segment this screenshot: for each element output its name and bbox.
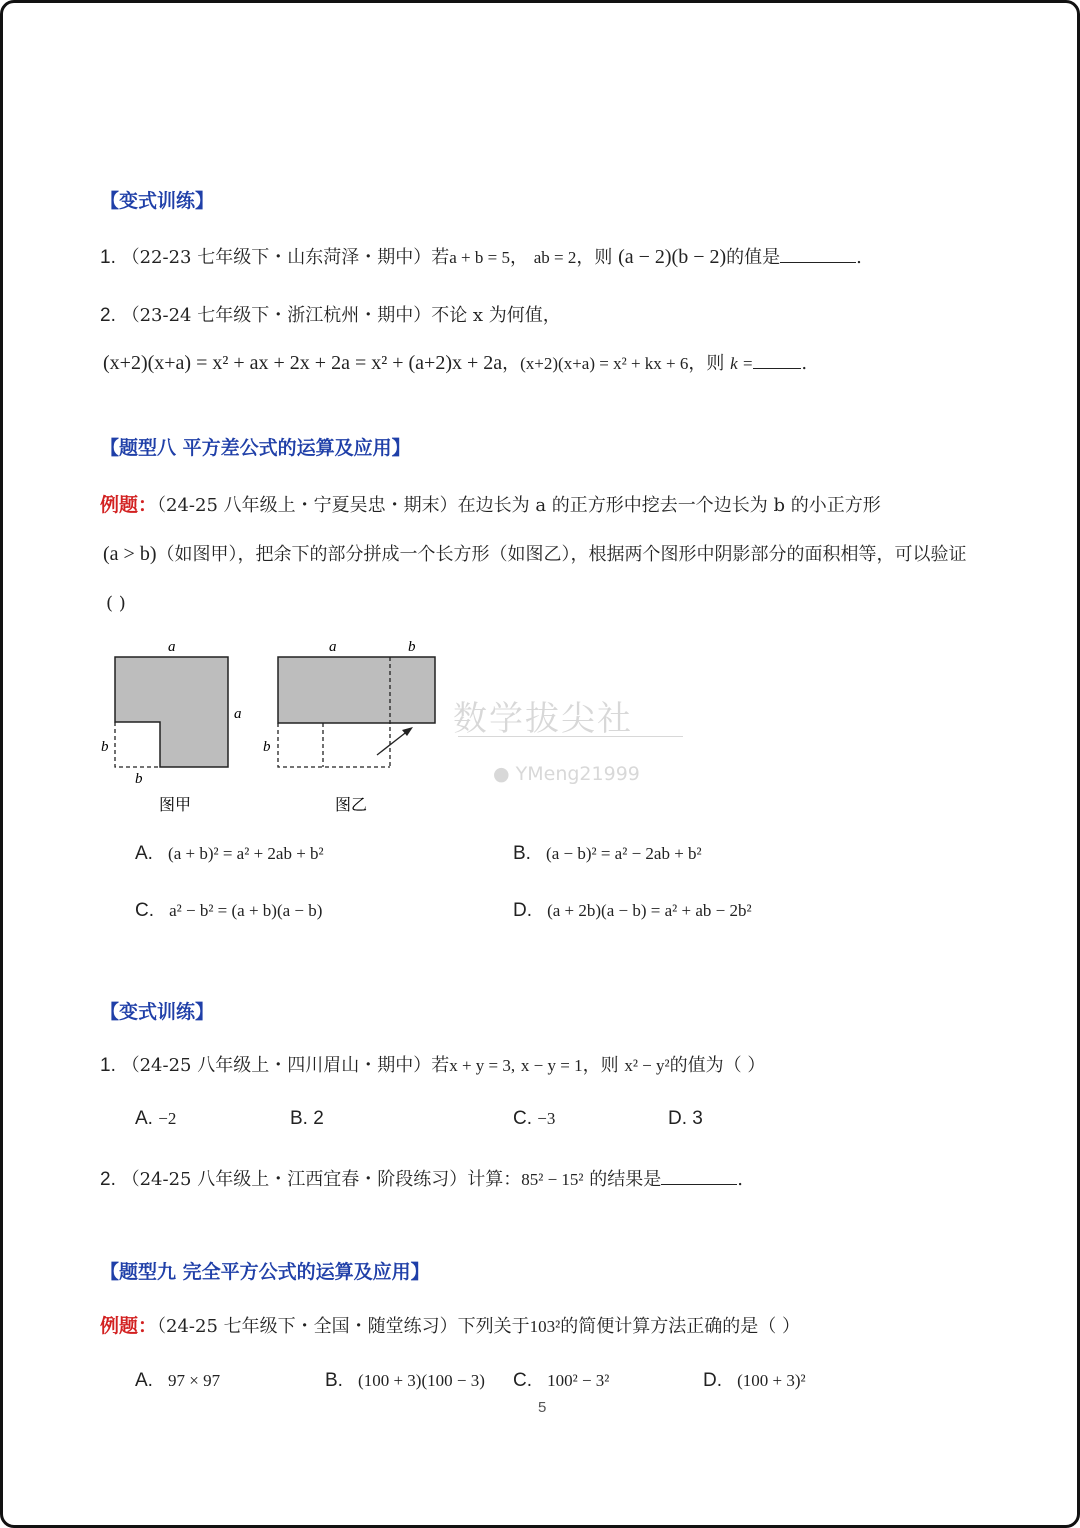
label-b-top-yi: b (408, 639, 416, 655)
caption-yi: 图乙 (335, 797, 368, 814)
example-8-line1: 例题：（24-25 八年级上・宁夏吴忠・期末）在边长为 a 的正方形中挖去一个边长为 b 的小正方形 (100, 494, 881, 516)
figure-diagrams (93, 633, 463, 818)
label-a-top-yi: a (329, 639, 337, 655)
answer-blank[interactable] (780, 248, 856, 263)
figure-jia-cutout (115, 722, 160, 767)
label-a-top-jia: a (168, 639, 176, 655)
arrow-line (377, 730, 409, 755)
section-heading-type-8: 【题型八 平方差公式的运算及应用】 (100, 437, 411, 459)
option-d[interactable]: D. (a + 2b)(a − b) = a² + ab − 2b² (513, 900, 752, 921)
ex9-option-b[interactable]: B. (100 + 3)(100 − 3) (325, 1370, 485, 1391)
wechat-icon: ● (493, 763, 510, 785)
ex9-option-d[interactable]: D. (100 + 3)² (703, 1370, 806, 1391)
option-b[interactable]: B. (a − b)² = a² − 2ab + b² (513, 843, 702, 864)
q1-option-d[interactable]: D. 3 (668, 1108, 703, 1129)
figure-jia-shaded (115, 657, 228, 767)
question-2: 2. （24-25 八年级上・江西宜春・阶段练习）计算：85² − 15² 的结果是 . (100, 1169, 743, 1190)
page-number: 5 (538, 1399, 547, 1416)
answer-blank[interactable] (661, 1170, 737, 1185)
problem-2-equation: (x+2)(x+a) = x² + ax + 2x + 2a = x² + (a+2)x + 2a，(x+2)(x+a) = x² + kx + 6，则 k = . (103, 352, 808, 374)
ex9-option-c[interactable]: C. 100² − 3² (513, 1370, 610, 1391)
section-heading-variant-2: 【变式训练】 (100, 1001, 215, 1023)
answer-blank[interactable] (753, 354, 801, 369)
section-heading-type-9: 【题型九 完全平方公式的运算及应用】 (100, 1261, 430, 1283)
caption-jia: 图甲 (159, 797, 192, 814)
option-a[interactable]: A. (a + b)² = a² + 2ab + b² (135, 843, 324, 864)
label-a-side-jia: a (234, 706, 242, 722)
problem-2: 2. （23-24 七年级下・浙江杭州・期中）不论 x 为何值， (100, 305, 561, 326)
watermark-id: ● YMeng21999 (493, 763, 640, 785)
label-b-side-yi: b (263, 739, 271, 755)
example-8-paren: ( ) (106, 593, 126, 614)
figure-yi-shaded (278, 657, 435, 723)
example-8-line2: (a > b)（如图甲），把余下的部分拼成一个长方形（如图乙），根据两个图形中阴影部分的面积相等，可以验证 (103, 543, 967, 565)
watermark-divider (458, 736, 683, 737)
option-c[interactable]: C. a² − b² = (a + b)(a − b) (135, 900, 323, 921)
ex9-option-a[interactable]: A. 97 × 97 (135, 1370, 221, 1391)
label-b-side-jia: b (101, 739, 109, 755)
q1-option-a[interactable]: A. −2 (135, 1108, 177, 1129)
problem-1: 1. （22-23 七年级下・山东菏泽・期中）若a + b = 5， ab = 2，则 (a − 2)(b − 2)的值是 . (100, 246, 862, 268)
q1-option-c[interactable]: C. −3 (513, 1108, 556, 1129)
q1-option-b[interactable]: B. 2 (290, 1108, 324, 1129)
watermark-title: 数学拔尖社 (453, 699, 633, 739)
example-9: 例题：（24-25 七年级下・全国・随堂练习）下列关于103²的简便计算方法正确的是（ ） (100, 1315, 800, 1337)
section-heading-variant-1: 【变式训练】 (100, 190, 215, 212)
label-b-bottom-jia: b (135, 771, 143, 787)
question-1: 1. （24-25 八年级上・四川眉山・期中）若x + y = 3, x − y = 1，则 x² − y²的值为（ ） (100, 1055, 766, 1076)
